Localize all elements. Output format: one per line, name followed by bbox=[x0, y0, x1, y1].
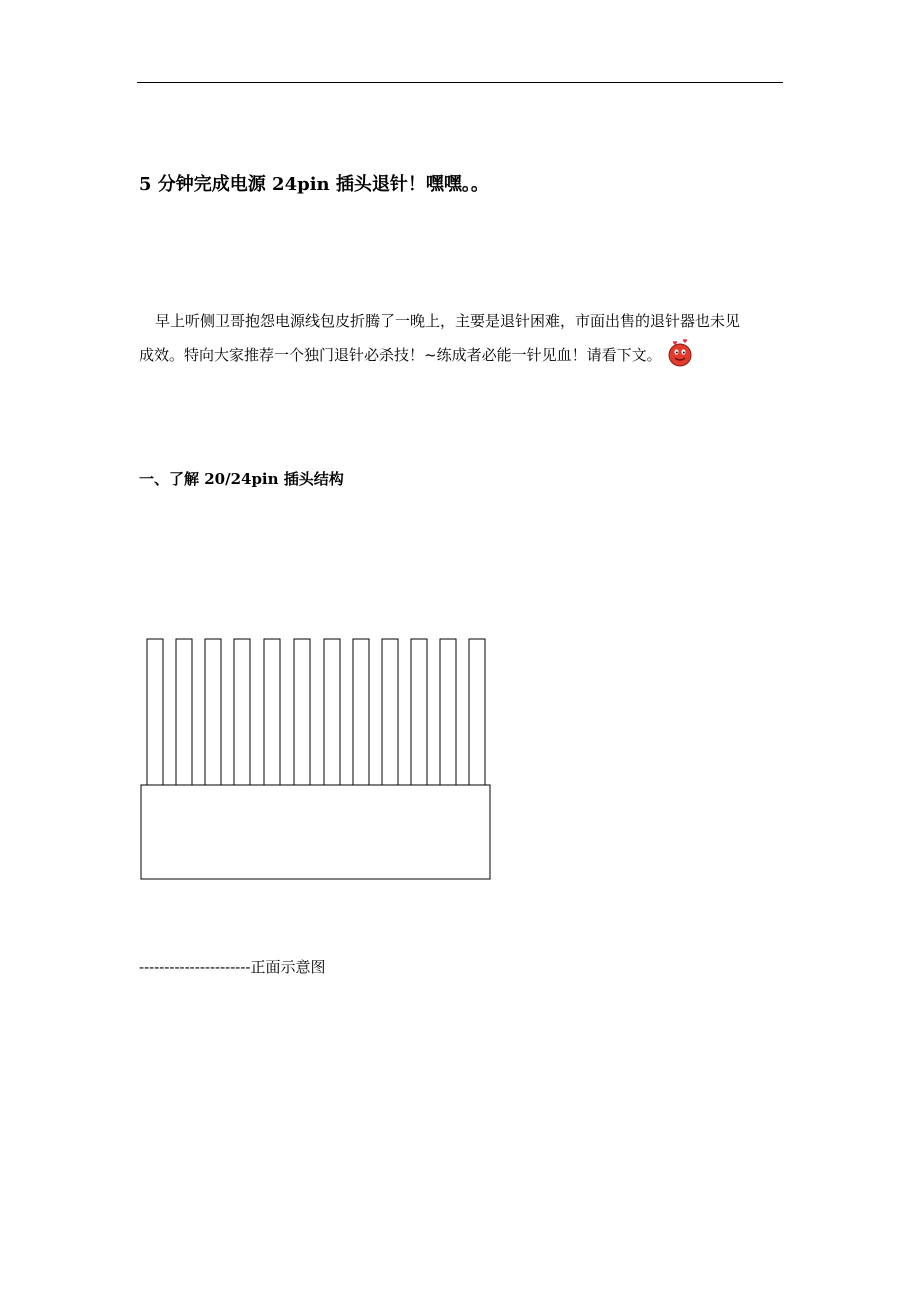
connector-pin bbox=[469, 639, 485, 785]
header-rule bbox=[137, 82, 783, 83]
connector-pin bbox=[382, 639, 398, 785]
intro-line bbox=[139, 336, 789, 370]
connector-pin bbox=[294, 639, 310, 785]
section-heading: 一、了解 20/24pin 插头结构 bbox=[139, 470, 344, 488]
connector-svg bbox=[139, 636, 494, 882]
connector-pin bbox=[440, 639, 456, 785]
intro-line-1-text: 早上听侧卫哥抱怨电源线包皮折腾了一晚上，主要是退针困难，市面出售的退针器也未见 bbox=[155, 312, 741, 330]
connector-pin bbox=[264, 639, 280, 785]
intro-paragraph bbox=[139, 306, 789, 370]
connector-pin bbox=[147, 639, 163, 785]
figure-caption: ----------------------正面示意图 bbox=[139, 958, 326, 976]
connector-pin bbox=[176, 639, 192, 785]
intro-line bbox=[139, 306, 789, 336]
connector-pin bbox=[205, 639, 221, 785]
blushing-smiley-icon bbox=[664, 336, 696, 368]
connector-pins bbox=[147, 639, 485, 785]
connector-pin bbox=[324, 639, 340, 785]
connector-pin bbox=[353, 639, 369, 785]
connector-pin bbox=[234, 639, 250, 785]
connector-pin bbox=[411, 639, 427, 785]
intro-line-2-text: 成效。特向大家推荐一个独门退针必杀技！~练成者必能一针见血！请看下文。 bbox=[139, 346, 662, 364]
document-title: 5 分钟完成电源 24pin 插头退针！嘿嘿。。 bbox=[139, 174, 489, 195]
connector-front-diagram bbox=[139, 636, 494, 882]
connector-housing bbox=[141, 785, 490, 879]
